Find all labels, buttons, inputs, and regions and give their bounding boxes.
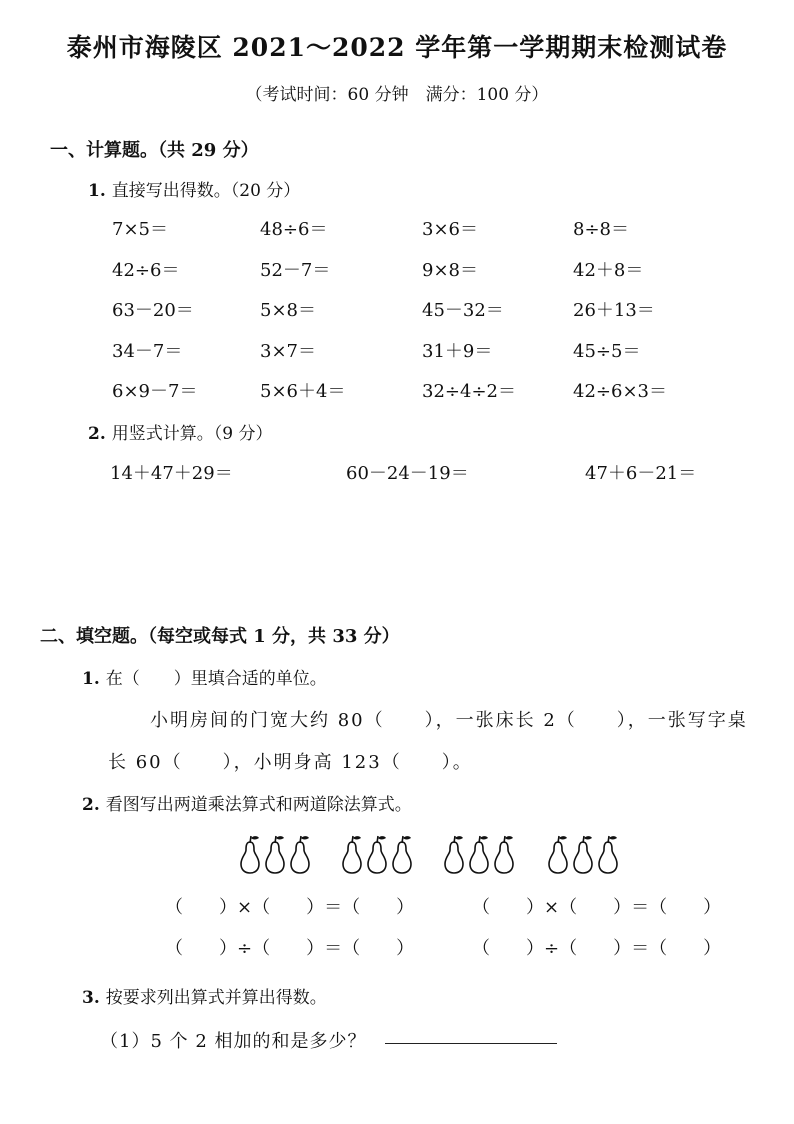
calc-item: 7×5＝ [112, 219, 168, 240]
calc-item: 45÷5＝ [573, 341, 641, 362]
calc-item: 42÷6＝ [112, 260, 180, 281]
fill-line-2: 长 60（ ），小明身高 123（ ）。 [108, 752, 473, 773]
q-number: 3. [82, 988, 100, 1008]
q-text: 看图写出两道乘法算式和两道除法算式。 [105, 795, 412, 815]
pear-icon [596, 832, 620, 876]
calc-item: 8÷8＝ [573, 219, 629, 240]
q-text: 直接写出得数。（20 分） [111, 181, 301, 201]
calc-item: 3×6＝ [422, 219, 478, 240]
calc-item: 42÷6×3＝ [573, 381, 667, 402]
section2-q3 [82, 983, 327, 1008]
calc-item: 52－7＝ [260, 260, 331, 281]
q-text: 用竖式计算。（9 分） [111, 424, 273, 444]
section2-q1 [82, 664, 327, 689]
div-equation-1: （ ）÷（ ）＝（ ） [165, 938, 415, 959]
div-equation-2: （ ）÷（ ）＝（ ） [472, 938, 722, 959]
vertical-calc-1: 14＋47＋29＝ [110, 463, 233, 484]
calc-item: 48÷6＝ [260, 219, 328, 240]
section1-q1 [88, 176, 300, 201]
pear-icon [263, 832, 287, 876]
pear-icon [442, 832, 466, 876]
q-text: 在（ ）里填合适的单位。 [105, 669, 327, 689]
vertical-calc-2: 60－24－19＝ [346, 463, 469, 484]
calc-item: 42＋8＝ [573, 260, 644, 281]
calc-item: 3×7＝ [260, 341, 316, 362]
mult-equation-2: （ ）×（ ）＝（ ） [472, 897, 722, 918]
pear-icon [365, 832, 389, 876]
section2-q2 [82, 790, 412, 815]
vertical-calc-3: 47＋6－21＝ [585, 463, 697, 484]
fill-line-1: 小明房间的门宽大约 80（ ），一张床长 2（ ），一张写字桌 [150, 710, 748, 731]
pear-icon [467, 832, 491, 876]
pear-icon [390, 832, 414, 876]
calc-item: 32÷4÷2＝ [422, 381, 516, 402]
q-number: 2. [82, 795, 100, 815]
calc-item: 6×9－7＝ [112, 381, 198, 402]
pear-icon [571, 832, 595, 876]
answer-blank-line [385, 1043, 557, 1044]
pear-icon [492, 832, 516, 876]
q-number: 1. [88, 181, 106, 201]
pear-icon [546, 832, 570, 876]
q-text: 按要求列出算式并算出得数。 [105, 988, 327, 1008]
calc-item: 34－7＝ [112, 341, 183, 362]
q3-sub1: （1）5 个 2 相加的和是多少？ [100, 1031, 367, 1052]
q-number: 1. [82, 669, 100, 689]
pear-icon [340, 832, 364, 876]
calc-item: 26＋13＝ [573, 300, 655, 321]
page-title: 泰州市海陵区 2021～2022 学年第一学期期末检测试卷 [66, 33, 728, 62]
calc-item: 31＋9＝ [422, 341, 493, 362]
mult-equation-1: （ ）×（ ）＝（ ） [165, 897, 415, 918]
q-number: 2. [88, 424, 106, 444]
section2-heading: 二、填空题。（每空或每式 1 分，共 33 分） [40, 626, 400, 647]
exam-info: （考试时间：60 分钟 满分：100 分） [245, 85, 549, 105]
calc-item: 5×6＋4＝ [260, 381, 346, 402]
calc-item: 9×8＝ [422, 260, 478, 281]
calc-item: 45－32＝ [422, 300, 504, 321]
pear-icon [288, 832, 312, 876]
calc-item: 5×8＝ [260, 300, 316, 321]
calc-item: 63－20＝ [112, 300, 194, 321]
pear-icon [238, 832, 262, 876]
section1-heading: 一、计算题。（共 29 分） [50, 140, 259, 161]
section1-q2 [88, 419, 272, 444]
